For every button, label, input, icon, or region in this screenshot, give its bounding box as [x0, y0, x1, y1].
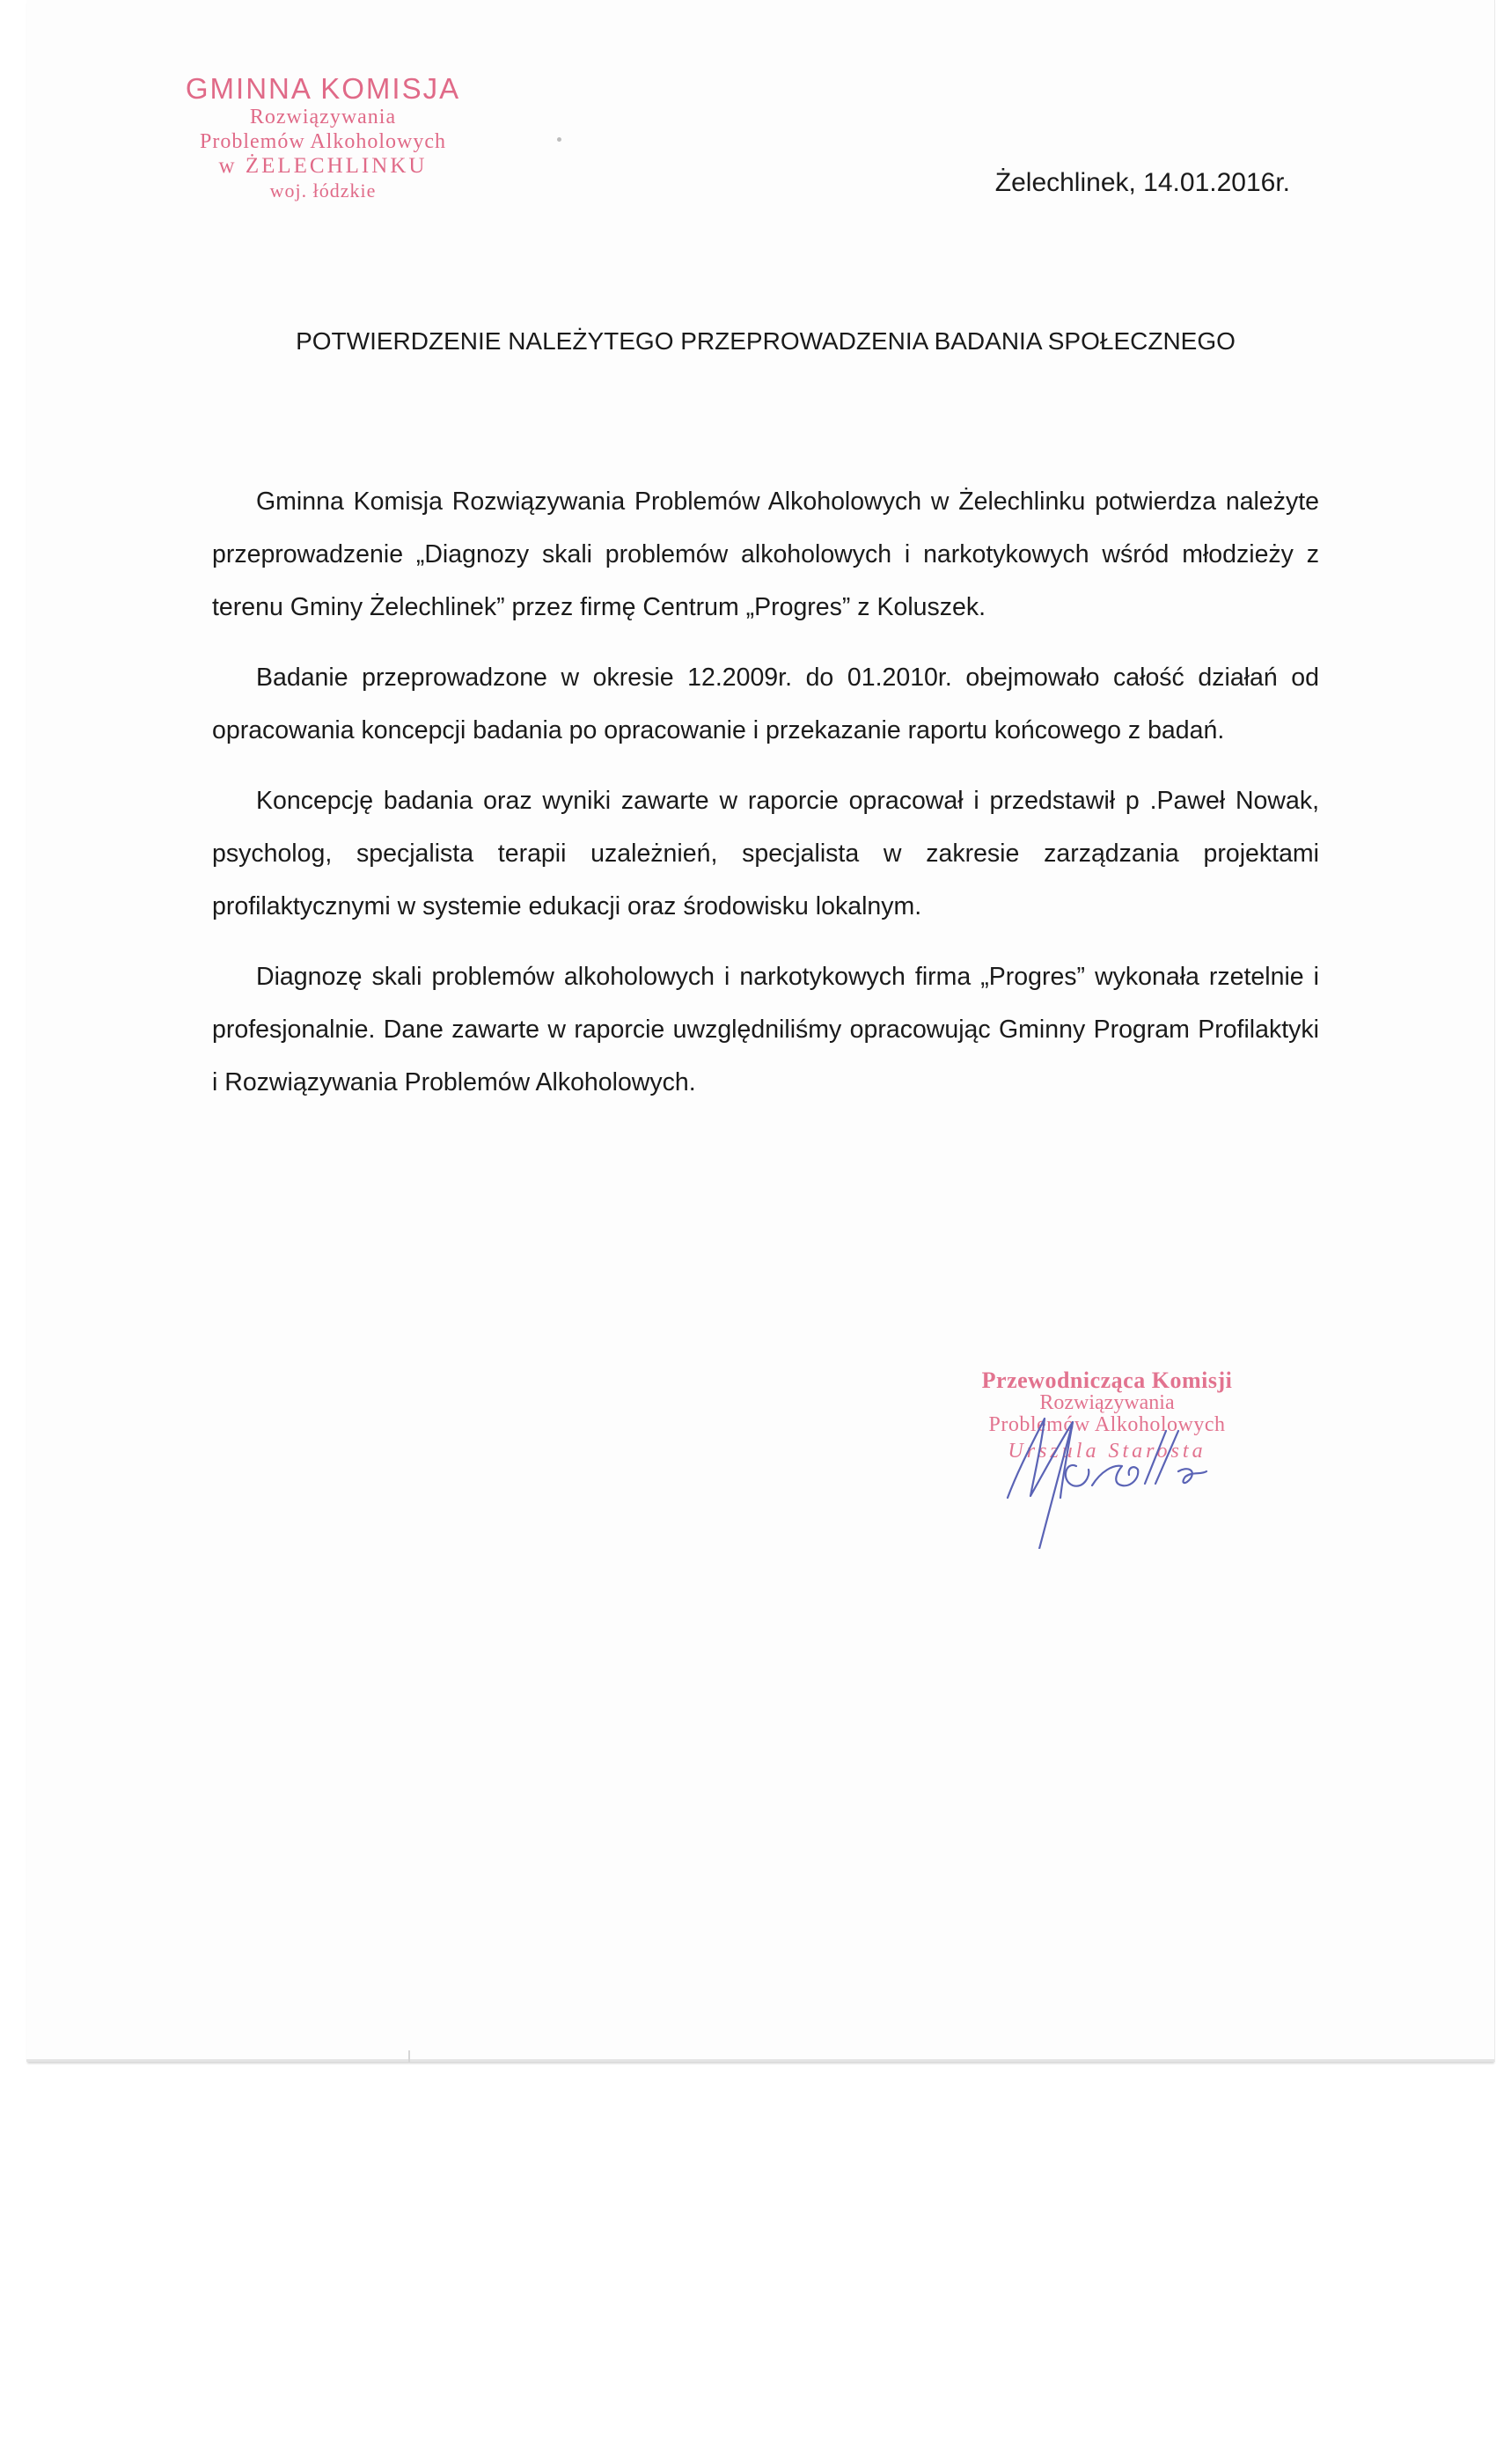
paragraph: Diagnozę skali problemów alkoholowych i narkotykowych firma „Progres” wykonała rzetelnie i profesjonalnie. Dane zawarte w raporcie uwzględniliśmy opracowując Gminny Program Profilaktyki i Rozwiązywania Problemów Alkoholowych. [212, 963, 1319, 1096]
handwritten-signature [981, 1399, 1245, 1549]
document-body [212, 475, 1319, 1126]
stamp-line: Problemów Alkoholowych [988, 1413, 1226, 1437]
pencil-mark [408, 2050, 410, 2063]
pencil-mark [557, 137, 561, 142]
stamp-title: GMINNA KOMISJA [185, 72, 461, 105]
stamp-line: Przewodnicząca Komisji [981, 1368, 1233, 1393]
commission-stamp [178, 72, 468, 202]
document-date: Żelechlinek, 14.01.2016r. [994, 168, 1290, 197]
stamp-line: Rozwiązywania [249, 105, 397, 128]
stamp-line: woj. łódzkie [269, 179, 377, 202]
paragraph: Koncepcję badania oraz wyniki zawarte w raporcie opracował i przedstawił p .Paweł Nowak, psycholog, specjalista terapii uzależnień, specjalista w zakresie zarządzania projektami profilaktycznymi w systemie edukacji oraz środowisku lokalnym. [212, 787, 1319, 920]
paragraph: Gminna Komisja Rozwiązywania Problemów Alkoholowych w Żelechlinku potwierdza należyte przeprowadzenie „Diagnozy skali problemów alkoholowych i narkotykowych wśród młodzieży z terenu Gminy Żelechlinek” przez firmę Centrum „Progres” z Koluszek. [212, 488, 1319, 621]
document-title: POTWIERDZENIE NALEŻYTEGO PRZEPROWADZENIA BADANIA SPOŁECZNEGO [296, 327, 1236, 355]
document-page [26, 0, 1495, 2062]
paragraph: Badanie przeprowadzone w okresie 12.2009r. do 01.2010r. obejmowało całość działań od opracowania koncepcji badania po opracowanie i przekazanie raportu końcowego z badań. [212, 664, 1319, 744]
stamp-line: w ŻELECHLINKU [218, 154, 428, 179]
stamp-line: Rozwiązywania [1039, 1391, 1175, 1415]
stamp-line: Urszula Starosta [1008, 1439, 1206, 1463]
stamp-line: Problemów Alkoholowych [200, 129, 446, 153]
